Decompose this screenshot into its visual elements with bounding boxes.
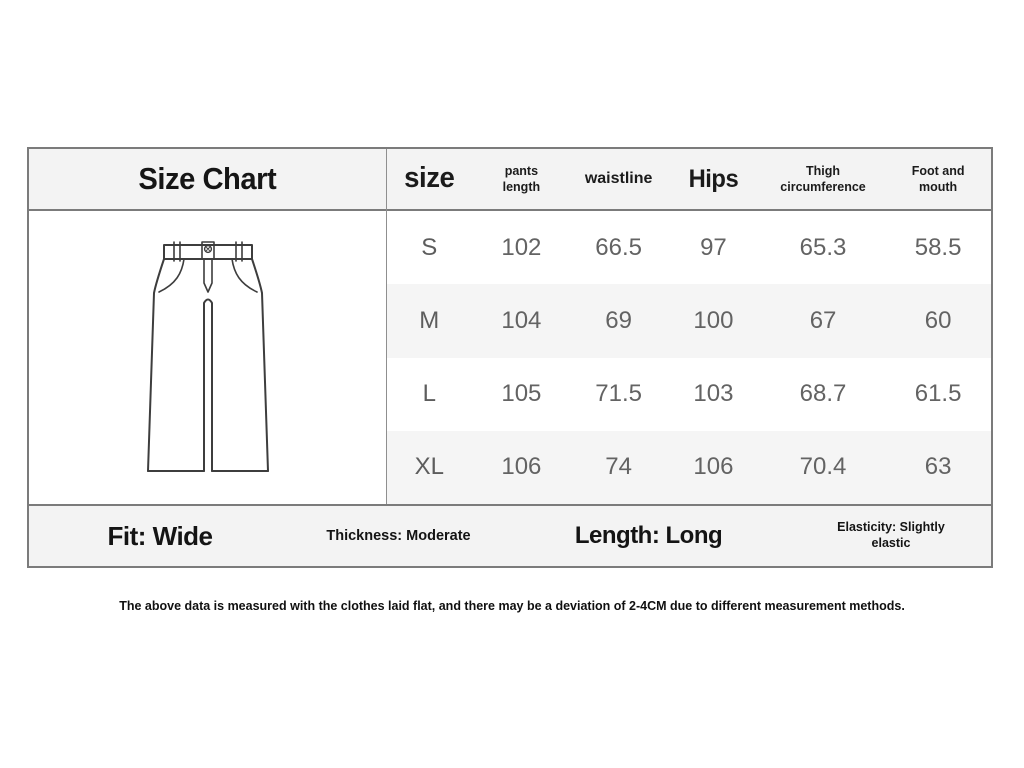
table-cell: 100 <box>693 306 734 334</box>
table-row-s <box>387 211 991 284</box>
table-cell: 61.5 <box>914 380 962 408</box>
size-label: L <box>422 380 436 408</box>
column-header-hips: Hips <box>688 164 739 193</box>
size-chart-title-bar <box>29 149 386 211</box>
measurement-disclaimer: The above data is measured with the clothes laid flat, and there may be a deviation of 2-4CM due to different measurement methods. <box>119 599 905 613</box>
size-label: M <box>419 306 440 334</box>
table-cell: 69 <box>605 306 632 334</box>
attribute-fit: Fit: Wide <box>107 520 213 551</box>
size-chart-panel <box>27 147 993 568</box>
table-cell: 66.5 <box>595 233 642 261</box>
table-row-l <box>387 358 991 431</box>
table-cell: 71.5 <box>595 380 642 408</box>
table-cell: 74 <box>605 453 632 481</box>
size-label: XL <box>414 453 444 481</box>
table-cell: 104 <box>501 306 542 334</box>
table-cell: 105 <box>501 380 542 408</box>
table-cell: 97 <box>700 233 727 261</box>
column-header-size: size <box>404 162 455 195</box>
table-cell: 60 <box>924 306 952 334</box>
table-row-m <box>387 284 991 357</box>
table-cell: 102 <box>501 233 542 261</box>
attribute-thickness: Thickness: Moderate <box>326 527 471 544</box>
column-header-foot-and-mouth: Foot and mouth <box>911 163 965 194</box>
size-table-body <box>387 211 991 504</box>
attribute-length: Length: Long <box>574 522 723 549</box>
column-header-thigh-circumference: Thigh circumference <box>780 163 866 194</box>
table-cell: 67 <box>809 306 837 334</box>
table-cell: 63 <box>924 453 952 481</box>
table-row-xl <box>387 431 991 504</box>
table-cell: 103 <box>693 380 734 408</box>
column-header-pants-length: pants length <box>502 163 541 194</box>
column-header-waistline: waistline <box>584 169 653 187</box>
left-column <box>29 149 387 504</box>
table-cell: 65.3 <box>799 233 847 261</box>
size-table-header-row <box>387 149 991 211</box>
table-cell: 70.4 <box>799 453 847 481</box>
table-cell: 106 <box>501 453 542 481</box>
garment-attributes-bar <box>29 504 991 566</box>
size-chart-main <box>29 149 991 504</box>
pants-illustration-icon <box>146 237 270 479</box>
size-label: S <box>421 233 438 261</box>
table-cell: 58.5 <box>914 233 962 261</box>
size-table <box>387 149 991 504</box>
attribute-elasticity: Elasticity: Slightly elastic <box>837 520 945 550</box>
page-title: Size Chart <box>138 161 277 196</box>
table-cell: 106 <box>693 453 734 481</box>
table-cell: 68.7 <box>799 380 847 408</box>
pants-illustration-container <box>29 211 386 504</box>
